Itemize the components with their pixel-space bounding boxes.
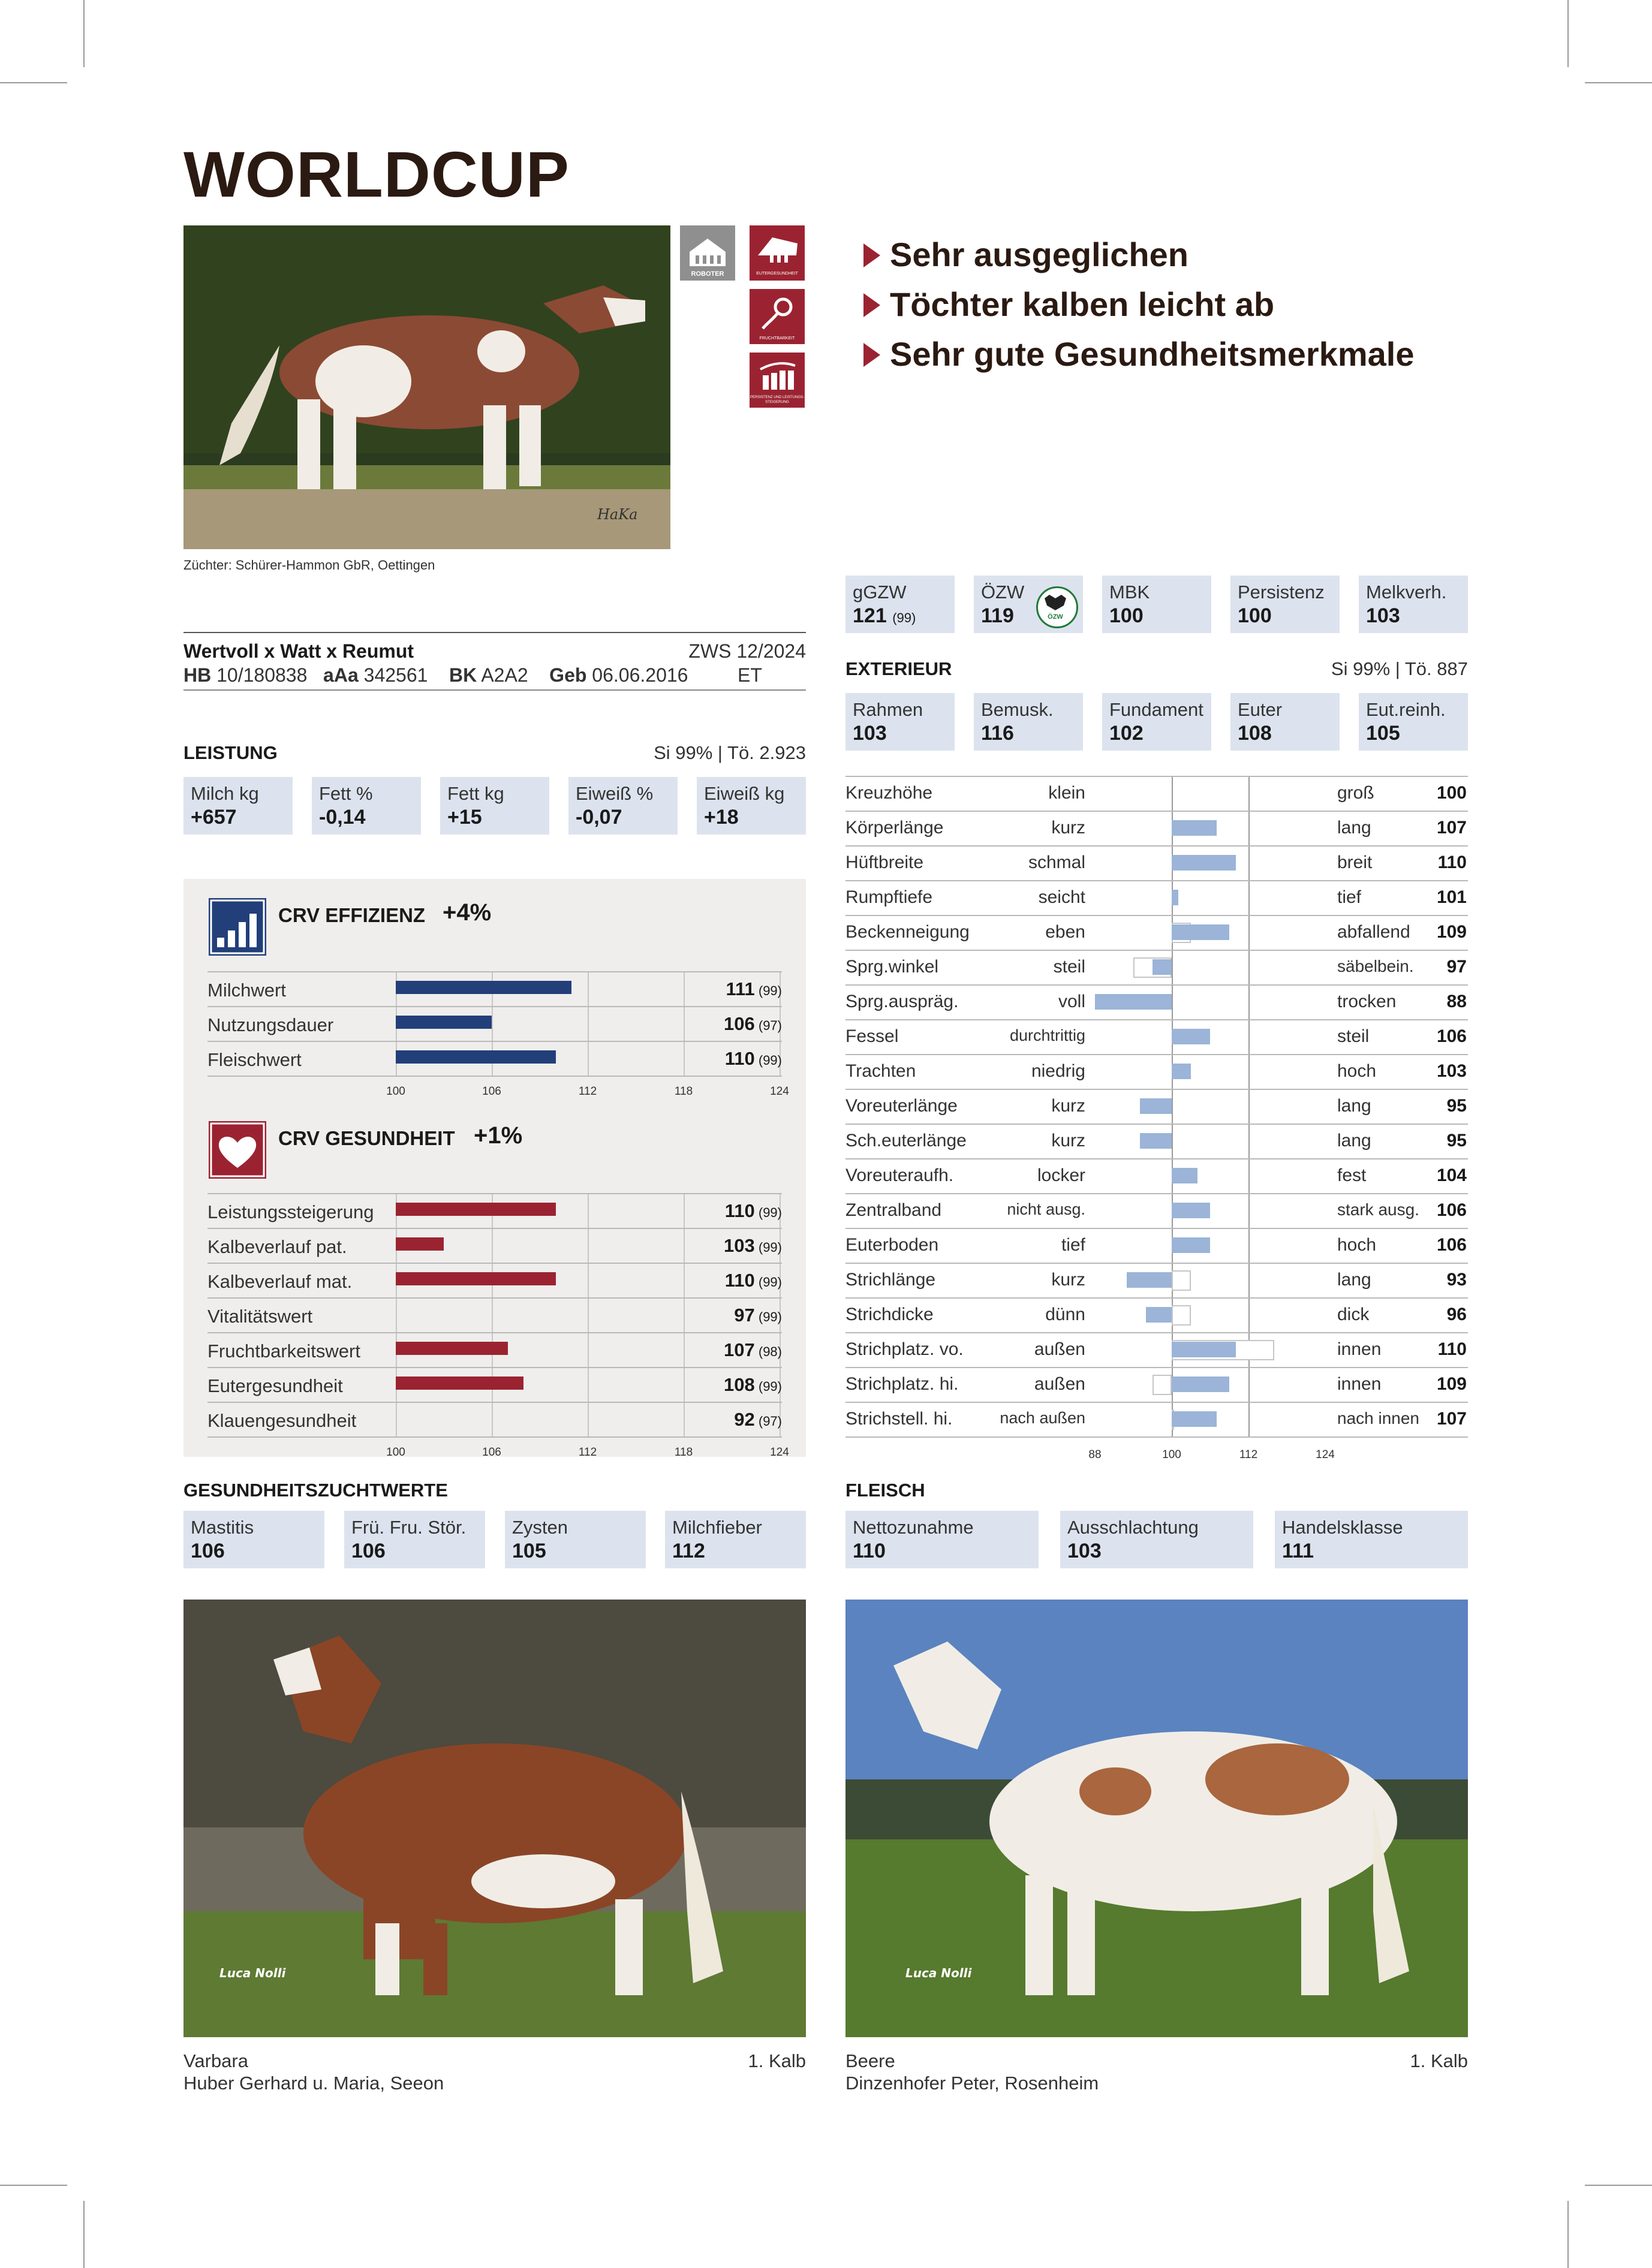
row-divider xyxy=(845,1228,1468,1229)
row-reliability: (99) xyxy=(754,1053,782,1068)
trait-value: 100 xyxy=(1436,783,1467,803)
pedigree-line: Wertvoll x Watt x Reumut xyxy=(183,640,414,662)
trait-high-label: lang xyxy=(1337,1270,1371,1290)
row-label: Klauengesundheit xyxy=(207,1410,357,1431)
exterieur-note: Si 99% | Tö. 887 xyxy=(1331,658,1468,679)
row-reliability: (99) xyxy=(754,983,782,998)
trait-value: 101 xyxy=(1436,887,1467,907)
axis-tick-label: 88 xyxy=(1088,1448,1102,1461)
value-bar xyxy=(396,1237,444,1251)
trait-bar xyxy=(1172,1237,1210,1253)
daughter-name: Beere xyxy=(845,2050,895,2071)
trait-low-label: voll xyxy=(1058,992,1085,1011)
crop-mark xyxy=(1567,0,1569,67)
value-bar xyxy=(396,981,571,994)
row-label: Nutzungsdauer xyxy=(207,1014,334,1035)
trait-low-label: schmal xyxy=(1028,853,1085,872)
trait-name: Sprg.winkel xyxy=(845,957,939,977)
row-label: Kalbeverlauf pat. xyxy=(207,1236,347,1257)
et-flag: ET xyxy=(738,664,762,686)
leistung-box: Eiweiß % -0,07 xyxy=(568,777,678,835)
gridline xyxy=(588,1193,589,1436)
exterieur-chart xyxy=(845,776,1468,1465)
trait-name: Körperlänge xyxy=(845,818,944,838)
trait-name: Euterboden xyxy=(845,1235,939,1255)
trait-value: 106 xyxy=(1436,1235,1467,1255)
row-divider xyxy=(207,1367,782,1368)
row-divider xyxy=(845,1402,1468,1403)
trait-value: 107 xyxy=(1436,1409,1467,1429)
trait-bar xyxy=(1127,1272,1172,1288)
gridline xyxy=(588,971,589,1076)
row-divider xyxy=(845,776,1468,777)
row-label: Fleischwert xyxy=(207,1049,302,1070)
trait-high-label: trocken xyxy=(1337,992,1397,1011)
row-divider xyxy=(845,1193,1468,1194)
row-value xyxy=(663,1305,782,1326)
row-divider xyxy=(845,845,1468,847)
value-bar xyxy=(396,1272,556,1285)
value-bar xyxy=(396,1016,492,1029)
row-label: Vitalitätswert xyxy=(207,1306,313,1327)
efficiency-icon xyxy=(209,898,266,956)
value-box-melkverh: Melkverh. 103 xyxy=(1359,576,1468,633)
trait-name: Hüftbreite xyxy=(845,853,924,872)
trait-name: Sch.euterlänge xyxy=(845,1131,967,1150)
optimum-range xyxy=(1172,1270,1191,1291)
exterieur-box: Rahmen 103 xyxy=(845,693,955,751)
trait-high-label: lang xyxy=(1337,1131,1371,1150)
trait-name: Strichstell. hi. xyxy=(845,1409,953,1429)
svg-text:EUTERGESUNDHEIT: EUTERGESUNDHEIT xyxy=(756,272,798,276)
row-divider xyxy=(845,1089,1468,1090)
triangle-bullet-icon xyxy=(863,293,880,317)
row-divider xyxy=(207,971,782,972)
heart-health-icon xyxy=(209,1121,266,1179)
trait-value: 95 xyxy=(1446,1131,1467,1150)
trait-low-label: durchtrittig xyxy=(1009,1026,1085,1044)
trait-low-label: kurz xyxy=(1051,1270,1085,1290)
fleisch-box: Handelsklasse 111 xyxy=(1275,1511,1468,1568)
trait-value: 88 xyxy=(1446,992,1467,1011)
row-value-number: 110 xyxy=(724,1048,755,1069)
trait-name: Voreuterlänge xyxy=(845,1096,958,1116)
fertility-icon xyxy=(750,289,805,344)
trait-bar xyxy=(1172,1029,1210,1044)
axis-tick-label: 112 xyxy=(578,1446,597,1459)
value-bar xyxy=(396,1203,556,1216)
row-value xyxy=(663,1270,782,1291)
trait-low-label: außen xyxy=(1034,1339,1085,1359)
row-divider xyxy=(207,1228,782,1229)
row-value xyxy=(663,1200,782,1222)
row-divider xyxy=(845,1263,1468,1264)
trait-bar xyxy=(1172,924,1229,940)
gesundheit-heading: CRV GESUNDHEIT xyxy=(278,1127,455,1149)
fleisch-heading: FLEISCH xyxy=(845,1480,925,1501)
gridline xyxy=(396,1193,397,1436)
trait-name: Voreuteraufh. xyxy=(845,1165,954,1185)
trait-value: 109 xyxy=(1436,1374,1467,1394)
trait-bar xyxy=(1172,1168,1197,1183)
row-divider xyxy=(207,1041,782,1042)
gesundheit-delta: +1% xyxy=(474,1122,523,1149)
axis-tick-label: 106 xyxy=(482,1085,501,1098)
row-divider xyxy=(845,1054,1468,1055)
row-reliability: (97) xyxy=(754,1414,782,1429)
row-value xyxy=(663,1235,782,1257)
row-label: Milchwert xyxy=(207,980,286,1001)
row-reliability: (97) xyxy=(754,1018,782,1033)
trait-name: Strichplatz. hi. xyxy=(845,1374,959,1394)
trait-name: Strichlänge xyxy=(845,1270,936,1290)
divider xyxy=(183,632,806,633)
trait-name: Rumpftiefe xyxy=(845,887,933,907)
trait-value: 104 xyxy=(1436,1165,1467,1185)
trait-bar xyxy=(1172,1064,1191,1079)
trait-low-label: eben xyxy=(1045,922,1085,942)
trait-low-label: tief xyxy=(1061,1235,1085,1255)
divider xyxy=(183,689,806,691)
row-divider xyxy=(207,1402,782,1403)
trait-high-label: groß xyxy=(1337,783,1374,803)
trait-bar xyxy=(1146,1307,1172,1323)
optimum-range xyxy=(1153,1375,1172,1395)
trait-high-label: tief xyxy=(1337,887,1362,907)
row-reliability: (99) xyxy=(754,1309,782,1324)
trait-name: Sprg.auspräg. xyxy=(845,992,959,1011)
trait-value: 109 xyxy=(1436,922,1467,942)
row-divider xyxy=(845,915,1468,916)
row-label: Fruchtbarkeitswert xyxy=(207,1341,360,1362)
axis-tick-label: 112 xyxy=(578,1085,597,1098)
gzw-box: Milchfieber 112 xyxy=(665,1511,806,1568)
trait-high-label: stark ausg. xyxy=(1337,1200,1419,1219)
trait-name: Kreuzhöhe xyxy=(845,783,933,803)
gridline xyxy=(1248,776,1250,1436)
leistung-box: Milch kg +657 xyxy=(183,777,293,835)
trait-high-label: innen xyxy=(1337,1339,1382,1359)
trait-high-label: breit xyxy=(1337,853,1373,872)
trait-high-label: innen xyxy=(1337,1374,1382,1394)
axis-tick-label: 124 xyxy=(1316,1448,1335,1461)
trait-value: 95 xyxy=(1446,1096,1467,1116)
row-divider xyxy=(207,1193,782,1194)
row-divider xyxy=(845,1158,1468,1159)
daughter-photo-1 xyxy=(183,1600,806,2037)
trait-bar xyxy=(1140,1133,1172,1149)
gridline xyxy=(492,1193,493,1436)
trait-value: 110 xyxy=(1437,853,1467,872)
row-divider xyxy=(207,1436,782,1438)
daughter-calf: 1. Kalb xyxy=(748,2050,806,2071)
row-label: Leistungssteigerung xyxy=(207,1201,374,1222)
leistung-box: Fett % -0,14 xyxy=(312,777,421,835)
row-reliability: (99) xyxy=(754,1275,782,1290)
svg-text:ÖZW: ÖZW xyxy=(1048,613,1063,621)
svg-text:ROBOTER: ROBOTER xyxy=(691,270,724,278)
effizienz-chart xyxy=(207,971,789,1098)
trait-high-label: lang xyxy=(1337,1096,1371,1116)
trait-name: Fessel xyxy=(845,1026,899,1046)
value-box-ozw: ÖZW 119 ÖZW xyxy=(974,576,1083,633)
leistung-heading: LEISTUNG xyxy=(183,742,278,763)
trait-name: Trachten xyxy=(845,1061,916,1081)
trait-bar xyxy=(1172,855,1236,871)
highlight-item: Töchter kalben leicht ab xyxy=(863,285,1274,324)
row-divider xyxy=(845,1019,1468,1020)
triangle-bullet-icon xyxy=(863,343,880,367)
row-value-number: 92 xyxy=(734,1409,755,1430)
row-value xyxy=(663,1048,782,1070)
trait-low-label: locker xyxy=(1037,1165,1085,1185)
page-title: WORLDCUP xyxy=(183,138,570,210)
row-value-number: 110 xyxy=(724,1270,755,1291)
trait-low-label: kurz xyxy=(1051,1131,1085,1150)
axis-tick-label: 118 xyxy=(674,1085,693,1098)
trait-high-label: säbelbein. xyxy=(1337,957,1414,975)
crop-mark xyxy=(1585,2185,1652,2186)
svg-text:STEIGERUNG: STEIGERUNG xyxy=(765,400,789,404)
row-divider xyxy=(845,880,1468,881)
row-reliability: (99) xyxy=(754,1205,782,1220)
value-box-ggzw: gGZW 121 (99) xyxy=(845,576,955,633)
row-divider xyxy=(845,811,1468,812)
trait-low-label: steil xyxy=(1053,957,1085,977)
row-value xyxy=(663,1409,782,1430)
trait-high-label: nach innen xyxy=(1337,1409,1420,1427)
row-value-number: 110 xyxy=(724,1200,755,1221)
trait-bar xyxy=(1140,1098,1172,1114)
svg-text:PERSISTENZ UND LEISTUNGS-: PERSISTENZ UND LEISTUNGS- xyxy=(750,396,805,399)
trait-low-label: kurz xyxy=(1051,1096,1085,1116)
axis-tick-label: 124 xyxy=(770,1446,789,1459)
trait-high-label: steil xyxy=(1337,1026,1370,1046)
trait-low-label: nicht ausg. xyxy=(1007,1200,1085,1218)
row-divider xyxy=(207,1332,782,1333)
row-divider xyxy=(845,950,1468,951)
trait-value: 110 xyxy=(1437,1339,1467,1359)
row-divider xyxy=(845,1436,1468,1438)
trait-value: 96 xyxy=(1446,1305,1467,1324)
row-reliability: (99) xyxy=(754,1240,782,1255)
exterieur-box: Fundament 102 xyxy=(1102,693,1211,751)
row-value-number: 107 xyxy=(724,1339,755,1360)
persistence-icon xyxy=(750,353,805,408)
trait-value: 107 xyxy=(1436,818,1467,838)
optimum-range xyxy=(1172,1305,1191,1326)
exterieur-box: Euter 108 xyxy=(1230,693,1340,751)
axis-tick-label: 100 xyxy=(1162,1448,1181,1461)
fleisch-box: Nettozunahme 110 xyxy=(845,1511,1039,1568)
row-value-number: 103 xyxy=(724,1235,755,1256)
row-divider xyxy=(845,1332,1468,1333)
effizienz-heading: CRV EFFIZIENZ xyxy=(278,904,426,926)
trait-high-label: abfallend xyxy=(1337,922,1410,942)
axis-tick-label: 112 xyxy=(1239,1448,1258,1461)
row-label: Eutergesundheit xyxy=(207,1375,343,1396)
trait-bar xyxy=(1153,959,1172,975)
trait-value: 106 xyxy=(1436,1026,1467,1046)
exterieur-box: Eut.reinh. 105 xyxy=(1359,693,1468,751)
breeder-note: Züchter: Schürer-Hammon GbR, Oettingen xyxy=(183,558,435,573)
value-bar xyxy=(396,1050,556,1064)
trait-bar xyxy=(1172,1377,1229,1392)
trait-high-label: lang xyxy=(1337,818,1371,838)
trait-low-label: seicht xyxy=(1038,887,1085,907)
row-value-number: 108 xyxy=(724,1374,755,1395)
daughter-name: Varbara xyxy=(183,2050,248,2071)
row-reliability: (99) xyxy=(754,1379,782,1394)
value-bar xyxy=(396,1342,508,1355)
trait-name: Zentralband xyxy=(845,1200,942,1220)
bull-photo xyxy=(183,225,670,549)
trait-value: 106 xyxy=(1436,1200,1467,1220)
photo-credit: Luca Nolli xyxy=(219,1966,286,1980)
crop-mark xyxy=(0,2185,67,2186)
axis-tick-label: 100 xyxy=(386,1085,405,1098)
trait-high-label: fest xyxy=(1337,1165,1367,1185)
leistung-note: Si 99% | Tö. 2.923 xyxy=(654,742,806,763)
crop-mark xyxy=(1585,82,1652,83)
svg-text:FRUCHTBARKEIT: FRUCHTBARKEIT xyxy=(759,336,795,341)
crop-mark xyxy=(83,2201,85,2268)
exterieur-box: Bemusk. 116 xyxy=(974,693,1083,751)
value-bar xyxy=(396,1377,523,1390)
row-divider xyxy=(845,1367,1468,1368)
row-divider xyxy=(207,1076,782,1077)
ozw-seal-icon xyxy=(1036,586,1078,628)
row-value xyxy=(663,978,782,1000)
row-divider xyxy=(845,1124,1468,1125)
daughter-photo-2 xyxy=(845,1600,1468,2037)
row-divider xyxy=(845,984,1468,986)
trait-bar xyxy=(1172,820,1217,836)
row-value xyxy=(663,1013,782,1035)
trait-bar xyxy=(1172,1342,1236,1357)
row-value-number: 97 xyxy=(734,1305,755,1326)
trait-name: Strichdicke xyxy=(845,1305,934,1324)
trait-value: 97 xyxy=(1446,957,1467,977)
value-box-mbk: MBK 100 xyxy=(1102,576,1211,633)
trait-value: 93 xyxy=(1446,1270,1467,1290)
trait-name: Beckenneigung xyxy=(845,922,970,942)
row-divider xyxy=(845,1297,1468,1299)
trait-high-label: hoch xyxy=(1337,1235,1377,1255)
zws-date: ZWS 12/2024 xyxy=(688,640,806,662)
crop-mark xyxy=(1567,2201,1569,2268)
effizienz-delta: +4% xyxy=(443,899,492,926)
crop-mark xyxy=(83,0,85,67)
trait-name: Strichplatz. vo. xyxy=(845,1339,964,1359)
gzw-box: Frü. Fru. Stör. 106 xyxy=(344,1511,485,1568)
row-value xyxy=(663,1374,782,1396)
trait-low-label: klein xyxy=(1048,783,1085,803)
axis-tick-label: 124 xyxy=(770,1085,789,1098)
pedigree-ids: HB 10/180838 aAa 342561 BK A2A2 Geb 06.06.2016 xyxy=(183,664,688,686)
triangle-bullet-icon xyxy=(863,243,880,267)
trait-high-label: dick xyxy=(1337,1305,1370,1324)
row-divider xyxy=(207,1297,782,1299)
trait-bar xyxy=(1095,994,1172,1010)
center-line xyxy=(1172,776,1173,1436)
axis-tick-label: 106 xyxy=(482,1446,501,1459)
trait-low-label: niedrig xyxy=(1031,1061,1085,1081)
trait-bar xyxy=(1172,1411,1217,1427)
row-reliability: (98) xyxy=(754,1344,782,1359)
row-value-number: 111 xyxy=(726,978,755,999)
row-value xyxy=(663,1339,782,1361)
highlight-item: Sehr gute Gesundheitsmerkmale xyxy=(863,335,1415,374)
fleisch-box: Ausschlachtung 103 xyxy=(1060,1511,1253,1568)
gesundheit-chart xyxy=(207,1193,789,1459)
trait-value: 103 xyxy=(1436,1061,1467,1081)
gzw-box: Zysten 105 xyxy=(505,1511,646,1568)
daughter-owner: Huber Gerhard u. Maria, Seeon xyxy=(183,2073,444,2094)
axis-tick-label: 118 xyxy=(674,1446,693,1459)
row-divider xyxy=(207,1263,782,1264)
value-box-persistenz: Persistenz 100 xyxy=(1230,576,1340,633)
row-label: Kalbeverlauf mat. xyxy=(207,1271,353,1292)
exterieur-heading: EXTERIEUR xyxy=(845,658,952,679)
trait-high-label: hoch xyxy=(1337,1061,1377,1081)
gzw-heading: GESUNDHEITSZUCHTWERTE xyxy=(183,1480,448,1501)
trait-low-label: nach außen xyxy=(1000,1409,1085,1427)
row-divider xyxy=(207,1006,782,1007)
highlight-item: Sehr ausgeglichen xyxy=(863,235,1188,274)
trait-low-label: außen xyxy=(1034,1374,1085,1394)
trait-bar xyxy=(1172,890,1178,905)
trait-low-label: kurz xyxy=(1051,818,1085,838)
crop-mark xyxy=(0,82,67,83)
daughter-calf: 1. Kalb xyxy=(1410,2050,1468,2071)
robot-barn-icon xyxy=(680,225,735,281)
gzw-box: Mastitis 106 xyxy=(183,1511,324,1568)
leistung-box: Fett kg +15 xyxy=(440,777,549,835)
udder-health-icon xyxy=(750,225,805,281)
axis-tick-label: 100 xyxy=(386,1446,405,1459)
leistung-box: Eiweiß kg +18 xyxy=(697,777,806,835)
daughter-owner: Dinzenhofer Peter, Rosenheim xyxy=(845,2073,1099,2094)
row-value-number: 106 xyxy=(724,1013,755,1034)
photo-credit: Luca Nolli xyxy=(905,1966,972,1980)
trait-low-label: dünn xyxy=(1045,1305,1085,1324)
trait-bar xyxy=(1172,1203,1210,1218)
photo-credit: HaKa xyxy=(597,506,638,523)
